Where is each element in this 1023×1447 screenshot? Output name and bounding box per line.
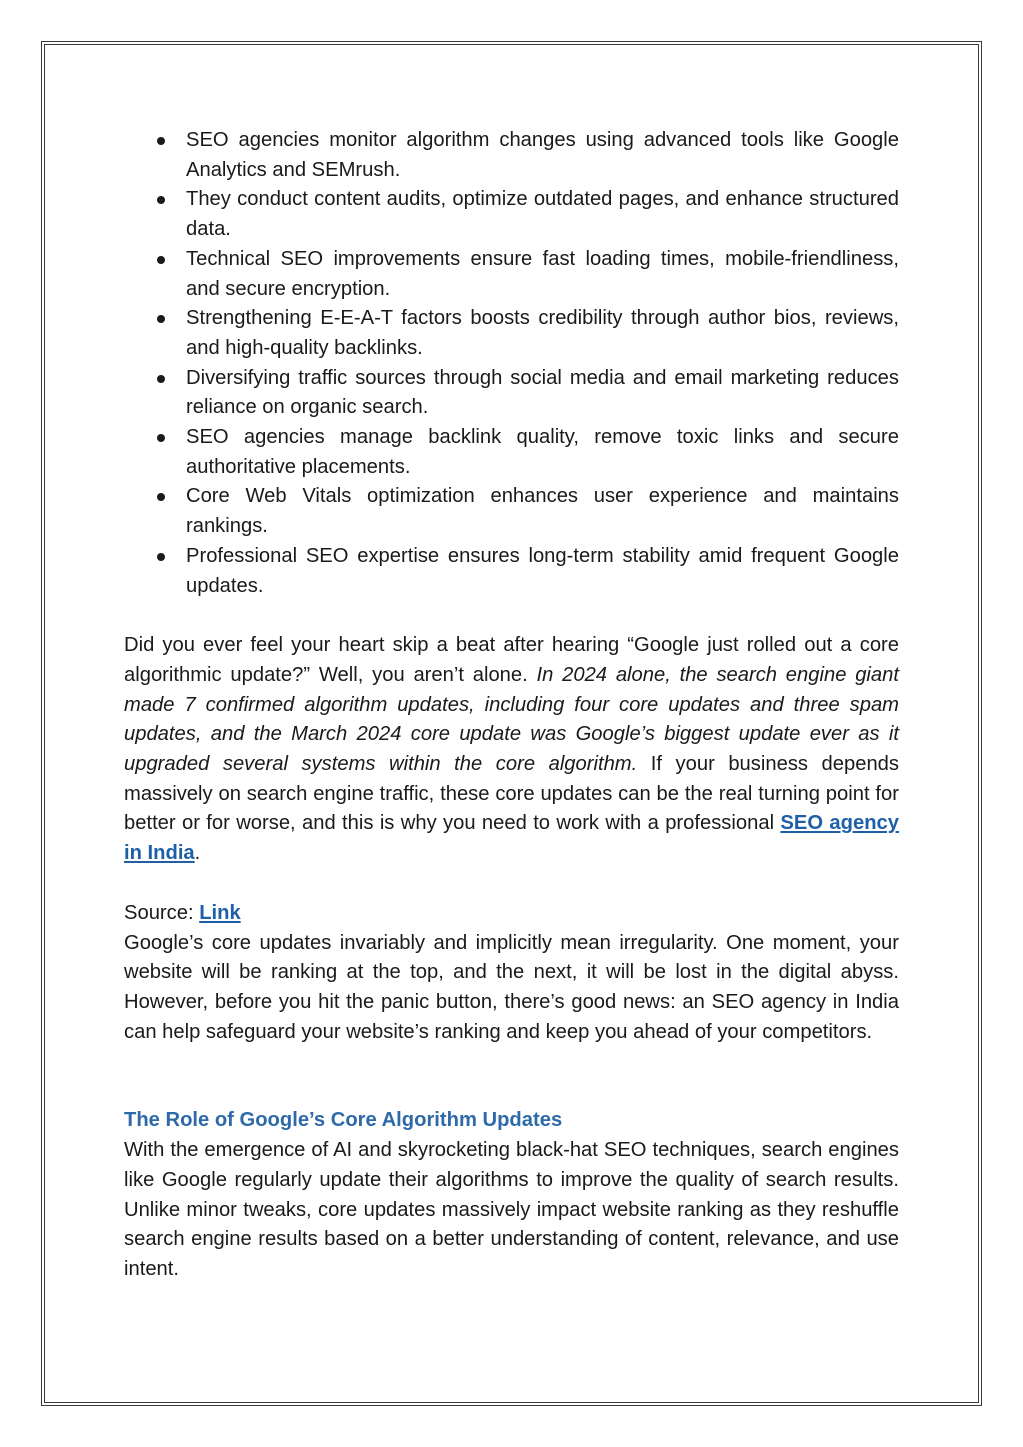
bullet-icon [157, 434, 165, 442]
bullet-icon [157, 553, 165, 561]
intro-end: . [194, 842, 201, 865]
source-label: Source: [124, 901, 200, 924]
list-item: Diversifying traffic sources through social media and email marketing reduces reliance on organic search. [124, 364, 899, 423]
section-body: With the emergence of AI and skyrocketing black-hat SEO techniques, search engines like Google regularly update their algorithms to improve the quality of search results. Unlike minor tweaks, core updates massively impact website ranking as they reshuffle search engine results based on a better understanding of content, relevance, and use intent. [124, 1139, 899, 1280]
bullet-icon [157, 375, 165, 383]
bullet-icon [157, 493, 165, 501]
bullet-icon [157, 315, 165, 323]
list-item: SEO agencies manage backlink quality, remove toxic links and secure authoritative placements. [124, 423, 899, 482]
source-link[interactable]: Link [199, 901, 241, 924]
core-updates-paragraph: Google’s core updates invariably and implicitly mean irregularity. One moment, your website will be ranking at the top, and the next, it will be lost in the digital abyss. However, before you hit the panic button, there’s good news: an SEO agency in India can help safeguard your website’s ranking and keep you ahead of your competitors. [124, 931, 899, 1043]
document-body [124, 126, 899, 1285]
bullet-list [124, 126, 899, 601]
list-item: Technical SEO improvements ensure fast loading times, mobile-friendliness, and secure encryption. [124, 245, 899, 304]
bullet-icon [157, 137, 165, 145]
section-heading: The Role of Google’s Core Algorithm Updates [124, 1109, 563, 1132]
bullet-icon [157, 196, 165, 204]
intro-text: Did you ever feel your heart skip a beat after hearing “Google just rolled out a core algorithmic update?” Well, you aren’t alone. [124, 634, 899, 686]
list-item: They conduct content audits, optimize outdated pages, and enhance structured data. [124, 185, 899, 244]
seo-agency-link[interactable]: SEO agency in India [124, 812, 899, 865]
list-item: SEO agencies monitor algorithm changes using advanced tools like Google Analytics and SEMrush. [124, 126, 899, 185]
list-item: Strengthening E-E-A-T factors boosts credibility through author bios, reviews, and high-quality backlinks. [124, 304, 899, 363]
bullet-icon [157, 256, 165, 264]
list-item: Core Web Vitals optimization enhances user experience and maintains rankings. [124, 482, 899, 541]
intro-paragraph [124, 631, 899, 869]
intro-italic-text: In 2024 alone, the search engine giant made 7 confirmed algorithm updates, including four core updates and three spam updates, and the March 2024 core update was Google’s biggest update ever as it upgraded several systems within the core algorithm. [124, 663, 899, 776]
list-item: Professional SEO expertise ensures long-term stability amid frequent Google updates. [124, 542, 899, 601]
intro-text-continued: If your business depends massively on search engine traffic, these core updates can be the real turning point for better or for worse, and this is why you need to work with a professional [124, 753, 900, 835]
source-line [124, 899, 899, 929]
